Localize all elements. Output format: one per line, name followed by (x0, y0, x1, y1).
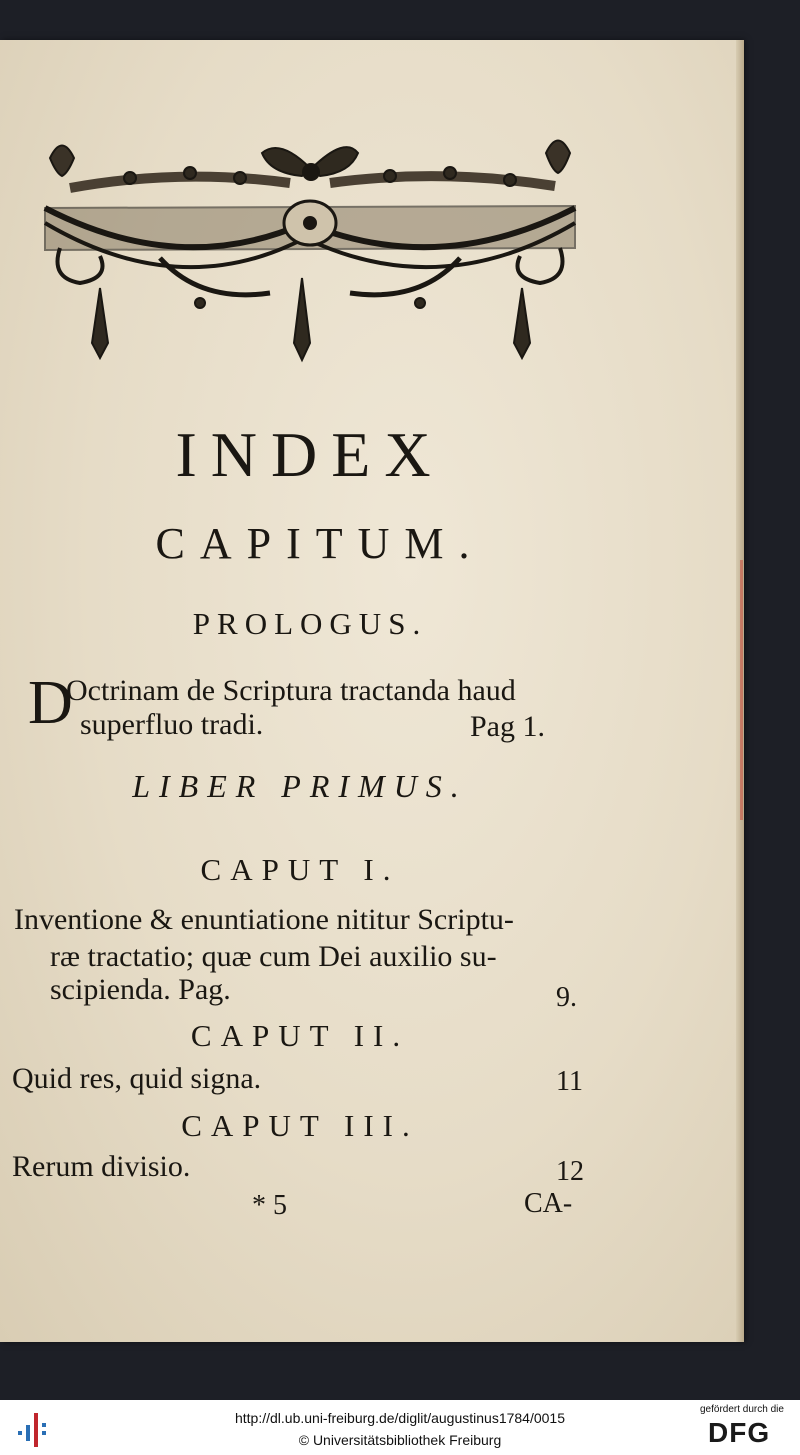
ornament-headpiece (40, 128, 580, 363)
red-page-edge (740, 560, 743, 820)
copyright-text: © Universitätsbibliothek Freiburg (298, 1432, 502, 1448)
dfg-logo: DFG (708, 1417, 771, 1448)
funding-note: gefördert durch die (700, 1404, 784, 1415)
chapter-heading: CAPUT II. (190, 1018, 410, 1053)
heading-liber-primus: LIBER PRIMUS. (132, 768, 468, 804)
chapter-line: Inventione & enuntiatione nititur Scriptu- (14, 903, 514, 936)
signature-mark: * 5 (252, 1190, 287, 1221)
chapter-line: scipienda. Pag. (50, 973, 231, 1006)
chapter-heading: CAPUT III. (181, 1108, 419, 1143)
catchword: CA- (524, 1188, 573, 1219)
permalink-url[interactable]: http://dl.ub.uni-freiburg.de/diglit/augustinus1784/0015 (234, 1410, 565, 1426)
title-index: INDEX (175, 419, 445, 490)
heading-prologus: PROLOGUS. (192, 606, 428, 641)
chapter-line: Rerum divisio. (12, 1150, 191, 1183)
prologue-line-1: Octrinam de Scriptura tractanda haud (66, 674, 516, 707)
chapter-page-ref: 11 (556, 1066, 583, 1097)
chapter-heading: CAPUT I. (200, 852, 400, 887)
chapter-line: ræ tractatio; quæ cum Dei auxilio su- (50, 940, 497, 973)
prologue-line-2: superfluo tradi. (80, 708, 264, 741)
title-capitum: CAPITUM. (155, 519, 485, 568)
drop-capital: D (28, 669, 73, 737)
chapter-line: Quid res, quid signa. (12, 1062, 262, 1095)
chapter-page-ref: 12 (556, 1156, 584, 1187)
chapter-page-ref: 9. (556, 982, 577, 1013)
prologue-page-ref: Pag 1. (470, 710, 545, 743)
